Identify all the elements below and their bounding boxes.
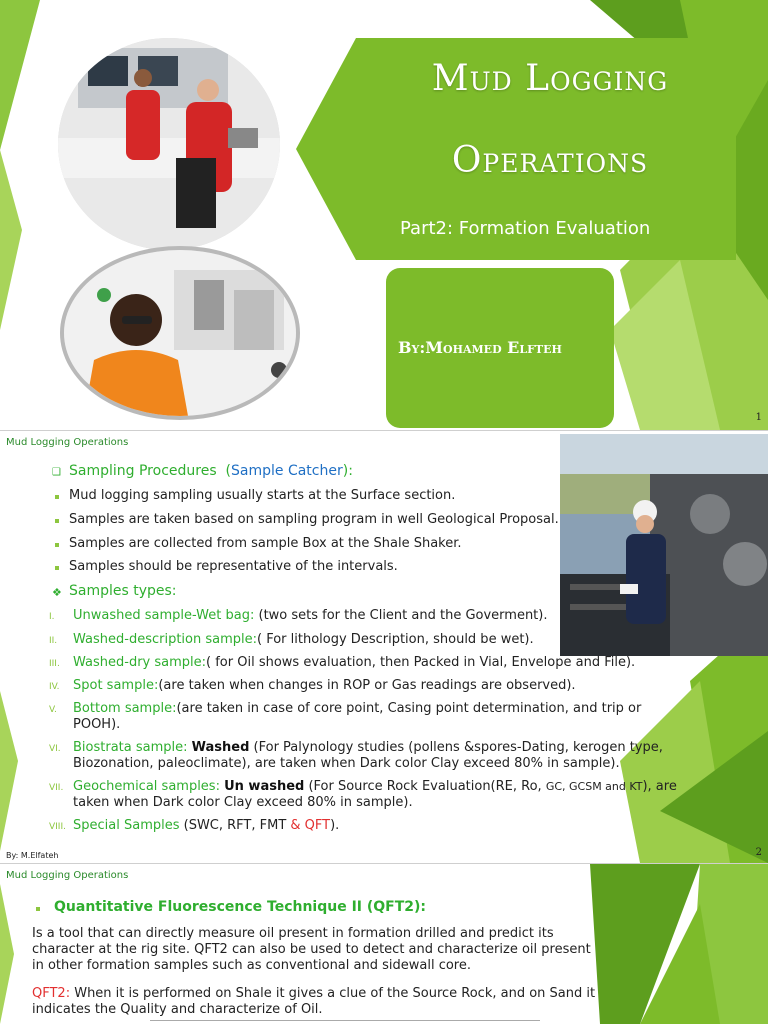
type-item-2: Washed-description sample:( For lithology Description, should be wet).	[73, 632, 534, 647]
roman-numeral: V.	[49, 705, 57, 715]
roman-numeral: III.	[49, 659, 60, 669]
type-item-3: Washed-dry sample:( for Oil shows evaluation, then Packed in Vial, Envelope and File).	[73, 655, 636, 670]
type-item-4: Spot sample:(are taken when changes in ROP or Gas readings are observed).	[73, 678, 576, 693]
bullet-icon	[36, 907, 40, 911]
roman-numeral: VII.	[49, 783, 64, 793]
bullet-3: Samples are collected from sample Box at the Shale Shaker.	[69, 536, 462, 551]
section-title: Sampling Procedures (Sample Catcher):	[69, 463, 353, 479]
bullet-icon	[55, 495, 59, 499]
bullet-icon	[55, 566, 59, 570]
photo-author	[60, 246, 300, 420]
author-name: By:Mohamed Elfteh	[398, 338, 562, 357]
diamond-bullet-icon: ❖	[52, 586, 62, 599]
roman-numeral: VI.	[49, 744, 61, 754]
roman-numeral: I.	[49, 612, 55, 622]
square-bullet-icon: ❑	[52, 467, 61, 478]
bullet-icon	[55, 519, 59, 523]
photo-shale-shaker	[560, 434, 768, 656]
slide-sampling	[0, 431, 768, 863]
bullet-icon	[55, 543, 59, 547]
qft2-paragraph: QFT2: When it is performed on Shale it gives a clue of the Source Rock, and on Sand it indicates the Quality and characterize of Oil.	[32, 986, 596, 1017]
page-number: 2	[755, 847, 762, 858]
bullet-2: Samples are taken based on sampling program in well Geological Proposal.	[69, 512, 559, 527]
roman-numeral: IV.	[49, 682, 60, 692]
title-line-2: Operations	[451, 140, 649, 181]
type-item-5: Bottom sample:(are taken in case of core point, Casing point determination, and trip or POOH).	[73, 701, 642, 732]
title-line-1: Mud Logging	[431, 58, 669, 99]
slide-footer: By: M.Elfateh	[6, 851, 59, 860]
type-item-1: Unwashed sample-Wet bag: (two sets for the Client and the Goverment).	[73, 608, 548, 623]
slide-qft	[0, 864, 768, 1024]
slide-title	[0, 0, 768, 430]
type-item-6: Biostrata sample: Washed (For Palynology studies (pollens &spores-Dating, kerogen type, Biozonation, paleoclimate), are taken when Dark color Clay exceed 80% in sample).	[73, 740, 663, 771]
roman-numeral: VIII.	[49, 822, 66, 832]
qft-title: Quantitative Fluorescence Technique II (QFT2):	[54, 899, 427, 915]
slide-header: Mud Logging Operations	[6, 870, 129, 881]
type-item-7: Geochemical samples: Un washed (For Source Rock Evaluation(RE, Ro, GC, GCSM and KT), are taken when Dark color Clay exceed 80% in sample).	[73, 779, 677, 810]
table-edge	[150, 1020, 540, 1024]
qft-paragraph: Is a tool that can directly measure oil present in formation drilled and predict its character at the rig site. QFT2 can also be used to detect and characterize oil present in other formation samples such as conventional and sidewall core.	[32, 926, 591, 973]
type-item-8: Special Samples (SWC, RFT, FMT & QFT).	[73, 818, 340, 833]
roman-numeral: II.	[49, 636, 58, 646]
slide-header: Mud Logging Operations	[6, 437, 129, 448]
bullet-4: Samples should be representative of the intervals.	[69, 559, 398, 574]
subtitle: Part2: Formation Evaluation	[400, 218, 651, 239]
bullet-1: Mud logging sampling usually starts at the Surface section.	[69, 488, 456, 503]
page-number: 1	[755, 412, 762, 423]
types-title: Samples types:	[69, 583, 177, 599]
photo-control-room	[58, 38, 280, 250]
